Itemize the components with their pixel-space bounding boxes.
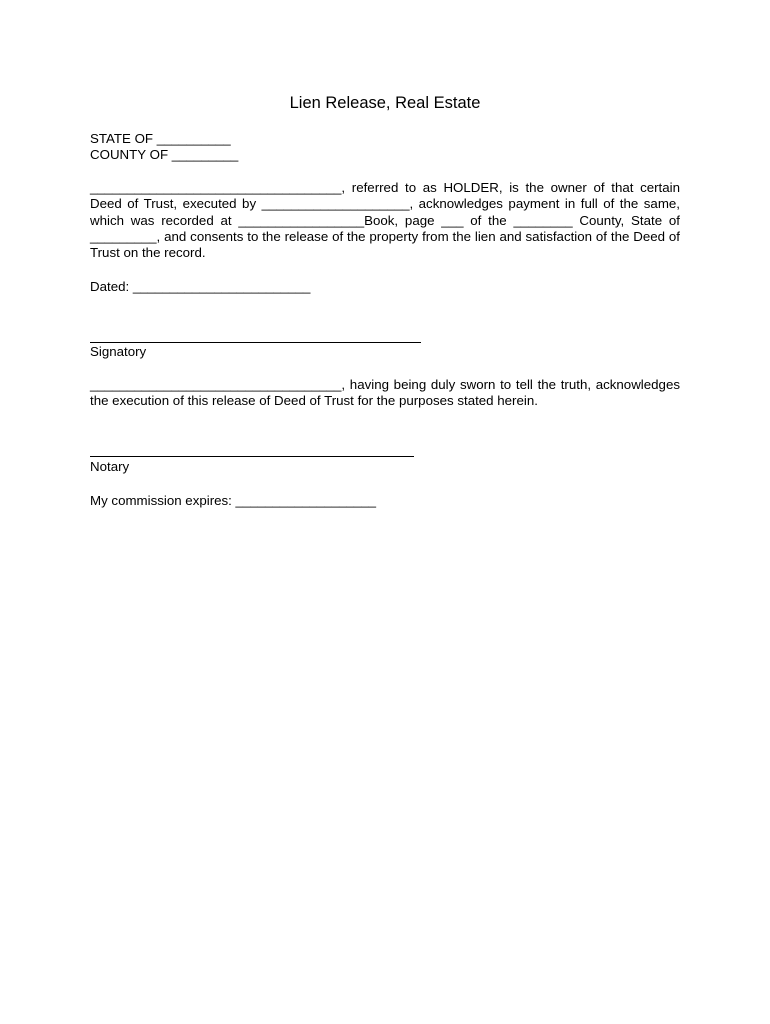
commission-line: My commission expires: ___________________ xyxy=(90,493,377,508)
state-line: STATE OF __________ xyxy=(90,131,231,146)
holder-paragraph: __________________________________, referred to as HOLDER, is the owner of that certain Deed of Trust, executed by ____________________, acknowledges payment in full of the same, which was recorded at _________________Book, page ___ of the ________ County, State of _________, and consents to the release of the property from the lien and satisfaction of the Deed of Trust on the record. xyxy=(90,180,680,261)
signatory-signature-line xyxy=(90,342,421,343)
county-line: COUNTY OF _________ xyxy=(90,147,239,162)
signatory-label: Signatory xyxy=(90,344,147,359)
notary-signature-line xyxy=(90,456,414,457)
notary-label: Notary xyxy=(90,459,130,474)
document-title: Lien Release, Real Estate xyxy=(289,94,481,112)
sworn-paragraph: __________________________________, having being duly sworn to tell the truth, acknowledges the execution of this release of Deed of Trust for the purposes stated herein. xyxy=(90,377,680,409)
dated-line: Dated: ________________________ xyxy=(90,279,311,294)
